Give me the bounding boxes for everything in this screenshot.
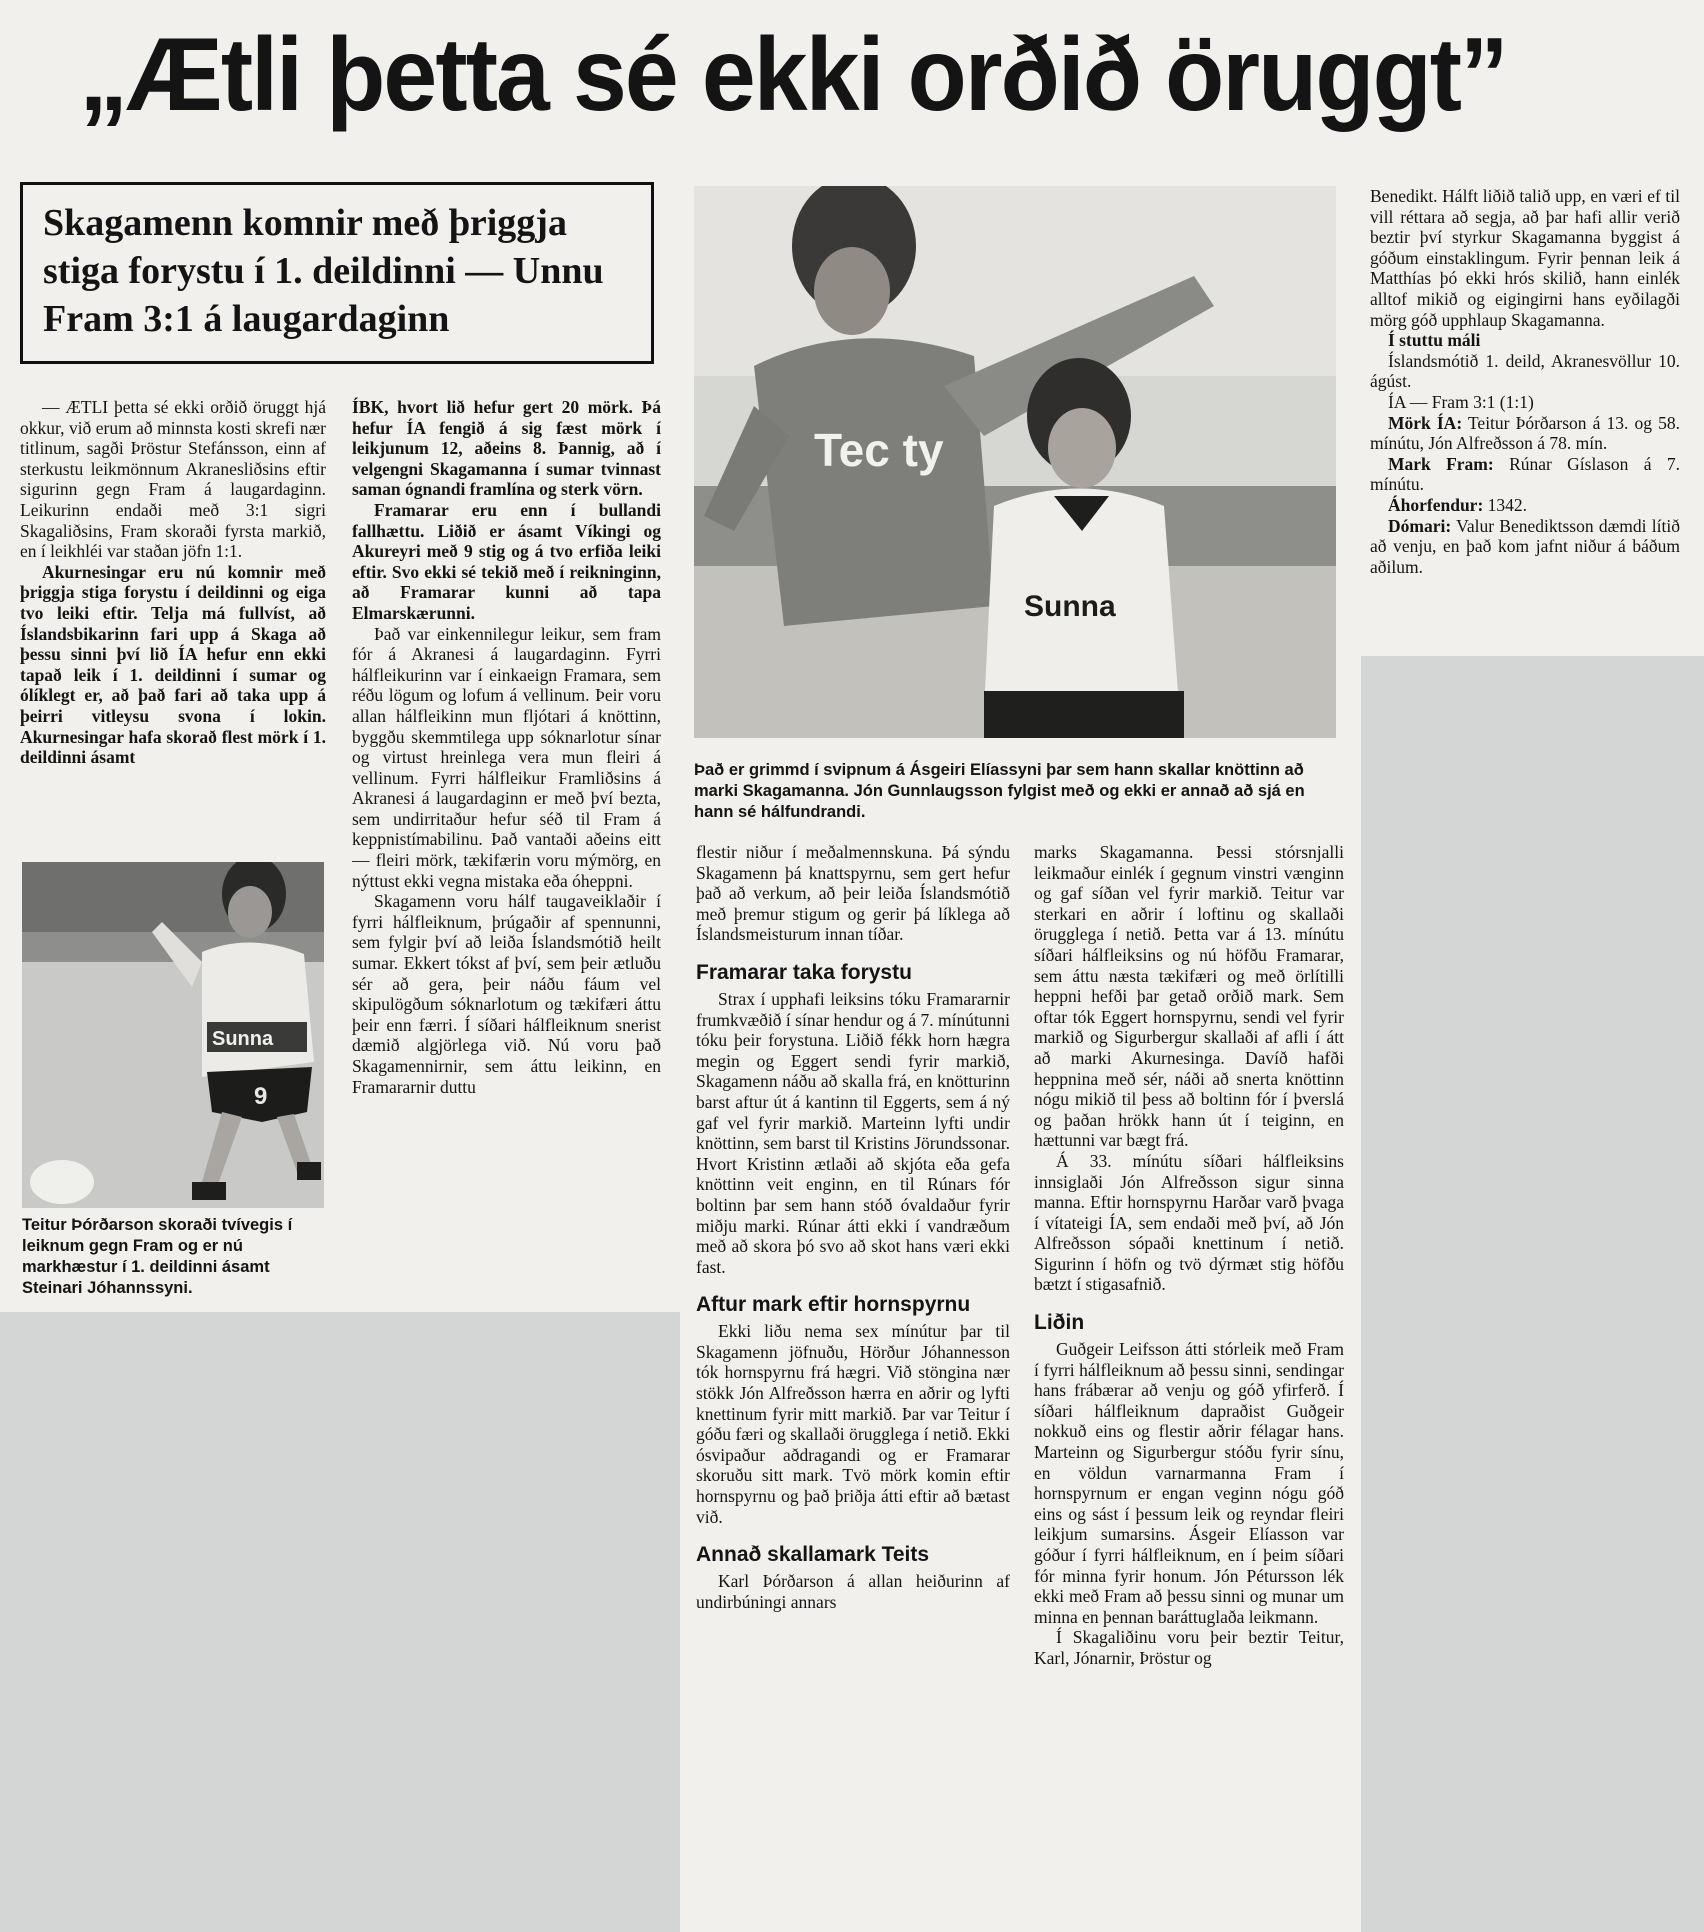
summary-heading: Í stuttu máli [1388, 330, 1481, 351]
col4-paragraph: Guðgeir Leifsson átti stórleik með Fram í fyrri hálfleiknum að þessu sinni, sendingar hans frábærar að venju og góð yfirferð. Í síðari hálfleiknum dapraðist Guðgeir nokkuð eins og flestir aðrir félagar hans. Marteinn og Sigurbergur stóðu fyrir sínu, en völdun varnarmanna Fram í hornspyrnum er engan veginn nógu góð eins og sást í þessum leik og reyndar fleiri leikjum sumarsins. Ásgeir Elíasson var góður í fyrri hálfleiknum, en í þeim síðari fór minna fyrir honum. Jón Pétursson lék ekki með Fram að þessu sinni og munar um minna en þennan baráttuglaða leikmann. [1034, 1339, 1344, 1627]
column-1 [20, 397, 326, 863]
summary-label: Mark Fram: [1388, 453, 1494, 474]
summary-line [1370, 454, 1680, 495]
col4-paragraph: Í Skagaliðinu voru þeir beztir Teitur, Karl, Jónarnir, Þröstur og [1034, 1627, 1344, 1668]
summary-label: Dómari: [1388, 515, 1452, 536]
summary-line [1370, 495, 1680, 516]
summary-value: Teitur Þórðarson á 13. og 58. mínútu, Jón Alfreðsson á 78. mín. [1370, 412, 1680, 454]
subheading-lidin: Liðin [1034, 1311, 1085, 1335]
headline: „Ætli þetta sé ekki orðið öruggt” [79, 17, 1507, 133]
shirt-number: 9 [254, 1083, 268, 1110]
caption-small-photo: Teitur Þórðarson skoraði tvívegis í leiknum gegn Fram og er nú markhæstur í 1. deildinni ásamt Steinari Jóhannssyni. [22, 1216, 293, 1297]
subheadline-box [20, 182, 654, 364]
shirt-text-small: Sunna [212, 1028, 274, 1050]
col2-paragraph: Skagamenn voru hálf taugaveiklaðir í fyrri hálfleiknum, þrúgaðir af spennunni, sem fylgir því að leiða Íslandsmótið heilt sumar. Ekkert tókst af því, sem þeir ætluðu sér að gera, þeir náðu fáum vel skipulögðum sóknarlotum og tækifæri áttu þeir enn færri. Í síðari hálfleiknum snerist dæmið algjörlega við. Nú voru það Skagamennirnir, sem áttu leikinn, en Framararnir duttu [352, 891, 661, 1097]
col5-paragraph: Benedikt. Hálft liðið talið upp, en væri ef til vill réttara að segja, að þar hafi allir verið beztir því styrkur Skagamanna byggist á góðum einstaklingum. Fyrir þennan leik á Matthías þó ekki hrós skilið, hann einlék alltof mikið og eigingirni hans eyðilagði mörg góð upphlaup Skagamanna. [1370, 186, 1680, 330]
summary-value: 1342. [1487, 494, 1528, 515]
shirt-text-large: Tec ty [814, 424, 944, 476]
subheading-aftur-mark: Aftur mark eftir hornspyrnu [696, 1293, 971, 1317]
summary-line: Íslandsmótið 1. deild, Akranesvöllur 10. ágúst. [1370, 350, 1680, 392]
column-3 [696, 842, 1010, 1932]
col3-paragraph: Karl Þórðarson á allan heiðurinn af undirbúningi annars [696, 1571, 1010, 1612]
subheading-framarar: Framarar taka forystu [696, 960, 912, 984]
summary-label: Mörk ÍA: [1388, 412, 1463, 433]
summary-line: ÍA — Fram 3:1 (1:1) [1388, 391, 1534, 412]
shirt-text-large-2: Sunna [1024, 590, 1116, 623]
match-photo-large [694, 186, 1336, 738]
caption-large-photo: Það er grimmd í svipnum á Ásgeiri Elíassyni þar sem hann skallar knöttinn að marki Skagamanna. Jón Gunnlaugsson fylgist með og ekki er annað að sjá en hann sé hálfundrandi. [694, 761, 1305, 821]
summary-line [1370, 413, 1680, 454]
col2-paragraph: Það var einkennilegur leikur, sem fram fór á Akranesi á laugardaginn. Fyrri hálfleikurinn var í einkaeign Framara, sem réðu lögum og lofum á vellinum. Þeir voru allan hálfleikinn mun fljótari á knöttinn, byggðu skemmtilega upp sóknarlotur sínar og virtust hreinlega vera mun fleiri á vellinum. Fyrri hálfleikur Framliðsins á Akranesi á laugardaginn er með því bezta, sem undirritaður hefur séð til Fram á keppnistímabilinu. Það vantaði aðeins eitt — fleiri mörk, tækifærin voru mýmörg, en nýttust ekki vegna mistaka eða óheppni. [352, 623, 661, 891]
player-photo-small [22, 862, 324, 1208]
col3-paragraph: flestir niður í meðalmennskuna. Þá sýndu Skagamenn þá knattspyrnu, sem gert hefur það að verkum, að þeir leiða Íslandsmótið með þremur stigum og gerir þá líklega að Íslandsmeisturum innan tíðar. [696, 842, 1010, 945]
summary-value: Valur Benediktsson dæmdi lítið að venju, en það kom jafnt niður á báðum aðilum. [1370, 515, 1680, 577]
col2-paragraph: Framarar eru enn í bullandi fallhættu. Liðið er ásamt Víkingi og Akureyri með 9 stig og á tvo erfiða leiki eftir. Svo ekki sé tekið með í reikninginn, að Framarar kunni að tapa Elmarskærunni. [352, 499, 661, 623]
column-2 [352, 397, 661, 1305]
col4-paragraph: marks Skagamanna. Þessi stórsnjalli leikmaður einlék í gegnum vinstri vænginn og gaf síðan vel fyrir markið. Teitur var sterkari en aðrir í loftinu og skallaði örugglega í netið. Þetta var á 13. mínútu síðari hálfleiksins og nú höfðu Framarar, sem áttu næsta tækifæri og með örlítilli heppni hefði þar getað orðið mark. Sem oftar tók Eggert hornspyrnu, sendi vel fyrir markið og Sigurbergur skallaði af afli í átt að marki Akurnesinga. Davíð hafði heppnina með sér, náði að snerta knöttinn nógu mikið til þess að boltinn fór í þverslá og þaðan hrökk hann út í teiginn, en hættunni var bægt frá. [1034, 842, 1344, 1151]
column-4 [1034, 842, 1344, 1932]
subheadline: Skagamenn komnir með þriggja stiga forystu í 1. deildinni — Unnu Fram 3:1 á laugardaginn [43, 202, 604, 340]
col2-paragraph: ÍBK, hvort lið hefur gert 20 mörk. Þá hefur ÍA fengið á sig fæst mörk í leikjunum 12, aðeins 8. Þannig, að í velgengni Skagamanna í sumar tvinnast saman ógnandi framlína og sterk vörn. [352, 397, 661, 500]
col3-paragraph: Strax í upphafi leiksins tóku Framararnir frumkvæðið í sínar hendur og á 7. mínútunni tóku þeir forystuna. Liðið fékk horn hægra megin og Eggert sendi fyrir markið, Skagamenn náðu að skalla frá, en knötturinn barst aftur út á kantinn til Eggerts, sem á ný gaf vel fyrir markið. Marteinn lyfti undir knöttinn, sem barst til Kristins Jörundssonar. Hvort Kristinn ætlaði að skjóta eða gefa knöttinn veit enginn, en til Rúnars fór boltinn þar sem hann stóð óvaldaður fyrir miðju marki. Rúnar átti ekki í vandræðum með að skora þó svo að skot hans væri ekki fast. [696, 988, 1010, 1277]
col4-paragraph: Á 33. mínútu síðari hálfleiksins innsiglaði Jón Alfreðsson sigur sinna manna. Eftir hornspyrnu Harðar varð þvaga í vítateigi ÍA, sem endaði með því, að Jón Alfreðsson sópaði knettinum í netið. Sigurinn í höfn og tvö dýrmæt stig höfðu bætzt í stigasafnið. [1034, 1150, 1344, 1295]
summary-label: Áhorfendur: [1388, 494, 1484, 515]
subheading-skallamark: Annað skallamark Teits [696, 1543, 930, 1567]
summary-value: Rúnar Gíslason á 7. mínútu. [1370, 453, 1680, 495]
column-5 [1370, 186, 1680, 656]
col1-paragraph: Akurnesingar eru nú komnir með þriggja stiga forystu í deildinni og eiga tvo leiki eftir. Telja má fullvíst, að Íslandsbikarinn fari upp á Skaga að þessu sinni því lið ÍA hefur enn ekki tapað leik í 1. deildinni í sumar og ólíklegt er, að það fari að taka upp á þeirri vitleysu svona í lokin. Akurnesingar hafa skorað flest mörk í 1. deildinni ásamt [20, 561, 326, 768]
summary-line [1370, 516, 1680, 578]
col1-paragraph: — ÆTLI þetta sé ekki orðið öruggt hjá okkur, við erum að minnsta kosti skrefi nær titlinum, sagði Þröstur Stefánsson, einn af sterkustu leikmönnum Akranesliðsins eftir sigurinn gegn Fram á laugardaginn. Leikurinn endaði með 3:1 sigri Skagaliðsins, Fram skoraði fyrsta markið, en í leikhléi var staðan jöfn 1:1. [20, 397, 326, 562]
col3-paragraph: Ekki liðu nema sex mínútur þar til Skagamenn jöfnuðu, Hörður Jóhannesson tók hornspyrnu frá hægri. Við stöngina nær stökk Jón Alfreðsson hærra en aðrir og lyfti knettinum fyrir mitt markið. Þar var Teitur í góðu færi og skallaði örugglega í netið. Ekki ósvipaður aðdragandi og er Framarar skoruðu sitt mark. Tvö mörk komin eftir hornspyrnu og það þriðja átti eftir að bætast við. [696, 1321, 1010, 1527]
